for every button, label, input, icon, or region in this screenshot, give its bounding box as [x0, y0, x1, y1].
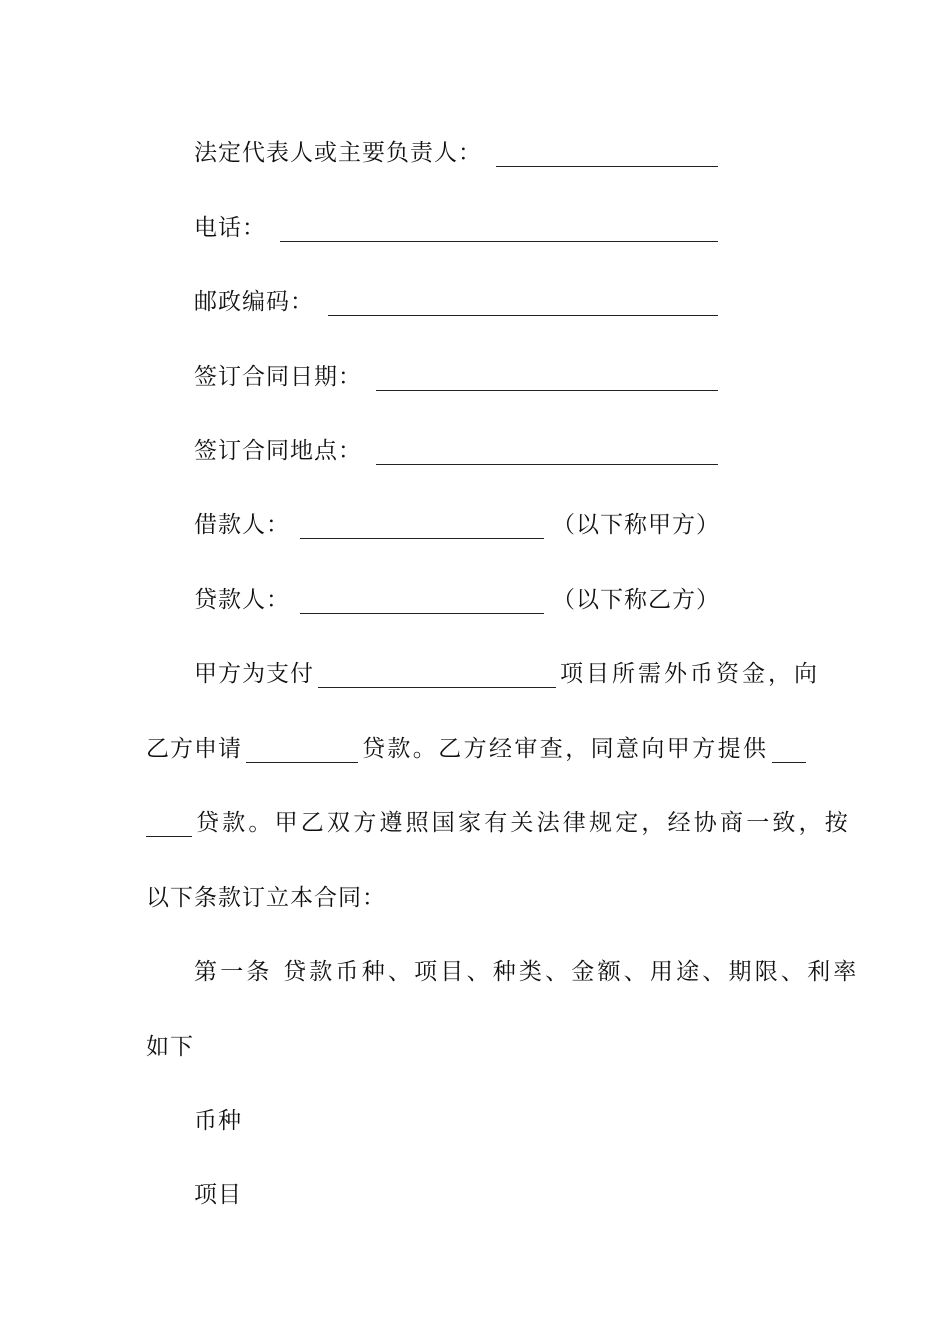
sign-date-line: [146, 357, 806, 397]
article-1-heading: 第一条 贷款币种、项目、种类、金额、用途、期限、利率: [194, 959, 860, 985]
legal-rep-label: 法定代表人或主要负责人：: [194, 140, 482, 166]
paragraph-text: 甲方为支付: [194, 661, 314, 687]
paragraph-text: 乙方申请: [146, 736, 242, 762]
phone-label: 电话：: [194, 215, 266, 241]
sign-place-label: 签订合同地点：: [194, 438, 362, 464]
sign-place-line: [146, 431, 806, 471]
borrower-line: [146, 505, 806, 545]
paragraph-text: 贷款。甲乙双方遵照国家有关法律规定，经协商一致，按: [196, 810, 851, 836]
item-currency: 币种: [194, 1108, 242, 1134]
amount-blank-end[interactable]: [146, 810, 192, 837]
sign-place-blank[interactable]: [376, 438, 718, 465]
lender-blank[interactable]: [300, 587, 544, 614]
borrower-blank[interactable]: [300, 512, 544, 539]
postal-line: [146, 282, 806, 322]
paragraph-line-4: 以下条款订立本合同：: [146, 885, 386, 911]
loan-type-blank[interactable]: [246, 736, 358, 763]
borrower-label: 借款人：: [194, 512, 290, 538]
project-blank[interactable]: [318, 661, 556, 688]
legal-rep-blank[interactable]: [496, 140, 718, 167]
sign-date-blank[interactable]: [376, 364, 718, 391]
phone-blank[interactable]: [280, 215, 718, 242]
lender-label: 贷款人：: [194, 587, 290, 613]
paragraph-text: 项目所需外币资金，向: [560, 661, 820, 687]
lender-line: [146, 580, 806, 620]
phone-line: [146, 208, 806, 248]
lender-suffix: （以下称乙方）: [552, 587, 720, 613]
borrower-suffix: （以下称甲方）: [552, 512, 720, 538]
paragraph-line-2: [146, 729, 806, 769]
amount-blank-start[interactable]: [772, 736, 806, 763]
article-1-continuation: 如下: [146, 1034, 194, 1060]
postal-blank[interactable]: [328, 289, 718, 316]
paragraph-line-3: [146, 803, 851, 843]
legal-rep-line: [146, 133, 806, 173]
sign-date-label: 签订合同日期：: [194, 364, 362, 390]
paragraph-text: 贷款。乙方经审查，同意向甲方提供: [362, 736, 769, 762]
postal-label: 邮政编码：: [194, 289, 314, 315]
item-project: 项目: [194, 1182, 242, 1208]
paragraph-line-1: [146, 654, 820, 694]
